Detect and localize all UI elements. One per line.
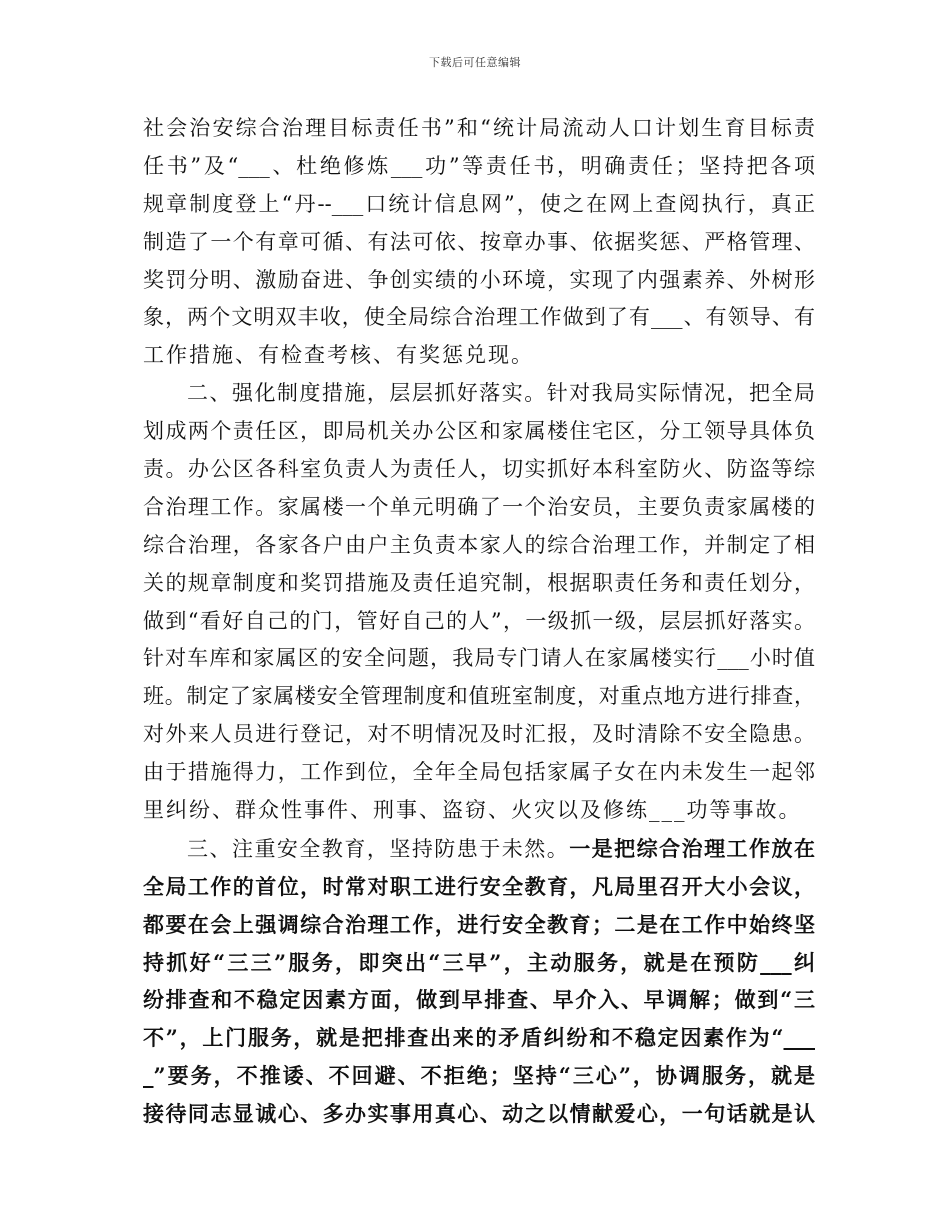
line-text: 责。办公区各科室负责人为责任人，切实抓好本科室防火、防盗等综 xyxy=(143,457,815,482)
line-text: 里纠纷、群众性事件、刑事、盗窃、火灾以及修练___功等事故。 xyxy=(143,798,802,823)
line-text: 由于措施得力，工作到位，全年全局包括家属子女在内未发生一起邻 xyxy=(143,760,815,785)
text-line xyxy=(143,186,815,224)
line-bold-text: 持抓好“三三”服务，即突出“三早”，主动服务，就是在预防___纠 xyxy=(143,949,815,975)
text-line xyxy=(143,527,815,565)
text-line xyxy=(143,1057,815,1095)
line-text: 三、注重安全教育，坚持防患于未然。 xyxy=(187,836,570,861)
line-text: 划成两个责任区，即局机关办公区和家属楼住宅区，分工领导具体负 xyxy=(143,419,815,444)
text-line xyxy=(143,565,815,603)
line-text: 规章制度登上“丹--___口统计信息网”，使之在网上查阅执行，真正 xyxy=(143,191,815,216)
line-text: 对外来人员进行登记，对不明情况及时汇报，及时清除不安全隐患。 xyxy=(143,722,815,747)
line-bold-text: 接待同志显诚心、多办实事用真心、动之以情献爱心，一句话就是认 xyxy=(143,1101,815,1127)
line-text: 做到“看好自己的门，管好自己的人”，一级抓一级，层层抓好落实。 xyxy=(143,608,815,633)
line-text: 合治理工作。家属楼一个单元明确了一个治安员，主要负责家属楼的 xyxy=(143,494,815,519)
text-line xyxy=(143,640,815,678)
line-text: 社会治安综合治理目标责任书”和“统计局流动人口计划生育目标责 xyxy=(143,116,815,140)
text-line xyxy=(143,413,815,451)
text-line xyxy=(143,1019,815,1057)
line-text: 班。制定了家属楼安全管理制度和值班室制度，对重点地方进行排查， xyxy=(143,684,815,709)
text-line xyxy=(143,754,815,792)
line-bold-text: 纷排查和不稳定因素方面，做到早排查、早介入、早调解；做到“三 xyxy=(143,987,815,1013)
text-line xyxy=(143,148,815,186)
text-line xyxy=(143,299,815,337)
line-bold-text: 全局工作的首位，时常对职工进行安全教育，凡局里召开大小会议， xyxy=(143,873,815,899)
line-text: 任书”及“___、杜绝修炼___功”等责任书，明确责任；坚持把各项 xyxy=(143,153,815,178)
text-line xyxy=(143,906,815,944)
line-text: 针对车库和家属区的安全问题，我局专门请人在家属楼实行___小时值 xyxy=(143,646,815,671)
text-line xyxy=(143,603,815,641)
line-text: 关的规章制度和奖罚措施及责任追究制，根据职责任务和责任划分， xyxy=(143,570,815,595)
line-bold-text: 一是把综合治理工作放在 xyxy=(569,835,815,861)
text-line xyxy=(143,110,815,148)
line-text: 二、强化制度措施，层层抓好落实。针对我局实际情况，把全局 xyxy=(187,381,815,406)
text-line xyxy=(143,678,815,716)
page-header: 下载后可任意编辑 xyxy=(429,56,521,69)
text-line xyxy=(143,262,815,300)
text-line xyxy=(143,451,815,489)
document-body xyxy=(143,110,815,1133)
text-line xyxy=(143,944,815,982)
text-line xyxy=(143,489,815,527)
text-line xyxy=(143,1095,815,1133)
text-line xyxy=(143,337,815,375)
line-text: 制造了一个有章可循、有法可依、按章办事、依据奖惩、严格管理、 xyxy=(143,229,815,254)
text-line xyxy=(143,868,815,906)
text-line xyxy=(143,981,815,1019)
line-text: 综合治理，各家各户由户主负责本家人的综合治理工作，并制定了相 xyxy=(143,532,815,557)
text-line xyxy=(143,716,815,754)
line-bold-text: 不”，上门服务，就是把排查出来的矛盾纠纷和不稳定因素作为“___ xyxy=(143,1025,815,1051)
text-line xyxy=(143,830,815,868)
line-text: 工作措施、有检查考核、有奖惩兑现。 xyxy=(143,343,534,368)
line-text: 象，两个文明双丰收，使全局综合治理工作做到了有___、有领导、有 xyxy=(143,305,815,330)
text-line xyxy=(143,375,815,413)
text-line xyxy=(143,792,815,830)
text-line xyxy=(143,224,815,262)
line-bold-text: _”要务，不推诿、不回避、不拒绝；坚持“三心”，协调服务，就是 xyxy=(143,1063,815,1089)
line-text: 奖罚分明、激励奋进、争创实绩的小环境，实现了内强素养、外树形 xyxy=(143,267,815,292)
line-bold-text: 都要在会上强调综合治理工作，进行安全教育；二是在工作中始终坚 xyxy=(143,911,815,937)
